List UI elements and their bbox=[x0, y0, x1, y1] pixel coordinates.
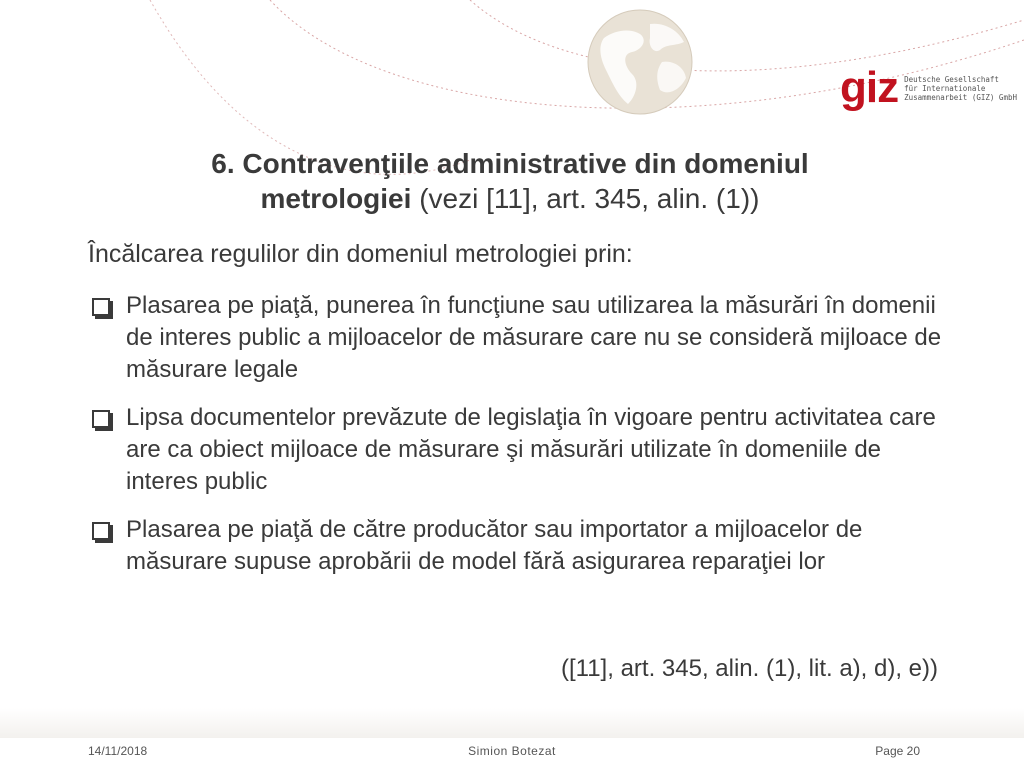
globe-icon bbox=[588, 10, 692, 114]
footer-date: 14/11/2018 bbox=[88, 744, 148, 758]
legal-reference: ([11], art. 345, alin. (1), lit. a), d), e)) bbox=[560, 655, 938, 682]
slide-title bbox=[100, 146, 920, 216]
checkbox-bullet-icon bbox=[92, 522, 110, 540]
page-number: Page 20 bbox=[875, 744, 920, 758]
footer-band bbox=[0, 708, 1024, 738]
intro-text: Încălcarea regulilor din domeniul metrologiei prin: bbox=[88, 240, 633, 268]
bullet-text: Plasarea pe piaţă de către producător sau importator a mijloacelor de măsurare supuse aprobării de model fără asigurarea reparaţiei lor bbox=[126, 516, 863, 575]
bullet-text: Plasarea pe piaţă, punerea în funcţiune sau utilizarea la măsurări în domenii de interes public a mijloacelor de măsurare care nu se consideră mijloace de măsurare legale bbox=[126, 292, 942, 383]
giz-logo bbox=[840, 63, 1017, 112]
checkbox-bullet-icon bbox=[92, 410, 110, 428]
footer-author: Simion Botezat bbox=[468, 744, 556, 758]
title-line1: 6. Contravenţiile administrative din domeniul bbox=[211, 148, 809, 179]
checkbox-bullet-icon bbox=[92, 298, 110, 316]
bullet-list bbox=[88, 290, 948, 594]
logo-mark: giz bbox=[840, 63, 899, 112]
logo-text: Deutsche Gesellschaft für Internationale Zusammenarbeit (GIZ) GmbH bbox=[904, 74, 1017, 102]
footer bbox=[0, 738, 1024, 768]
title-citation: (vezi [11], art. 345, alin. (1)) bbox=[411, 183, 760, 214]
title-bold-word: metrologiei bbox=[260, 183, 412, 214]
list-item bbox=[88, 290, 948, 386]
list-item bbox=[88, 514, 948, 578]
bullet-text: Lipsa documentelor prevăzute de legislaţia în vigoare pentru activitatea care are ca obiect mijloace de măsurare şi măsurări utilizate în domeniile de interes public bbox=[126, 404, 936, 495]
list-item bbox=[88, 402, 948, 498]
